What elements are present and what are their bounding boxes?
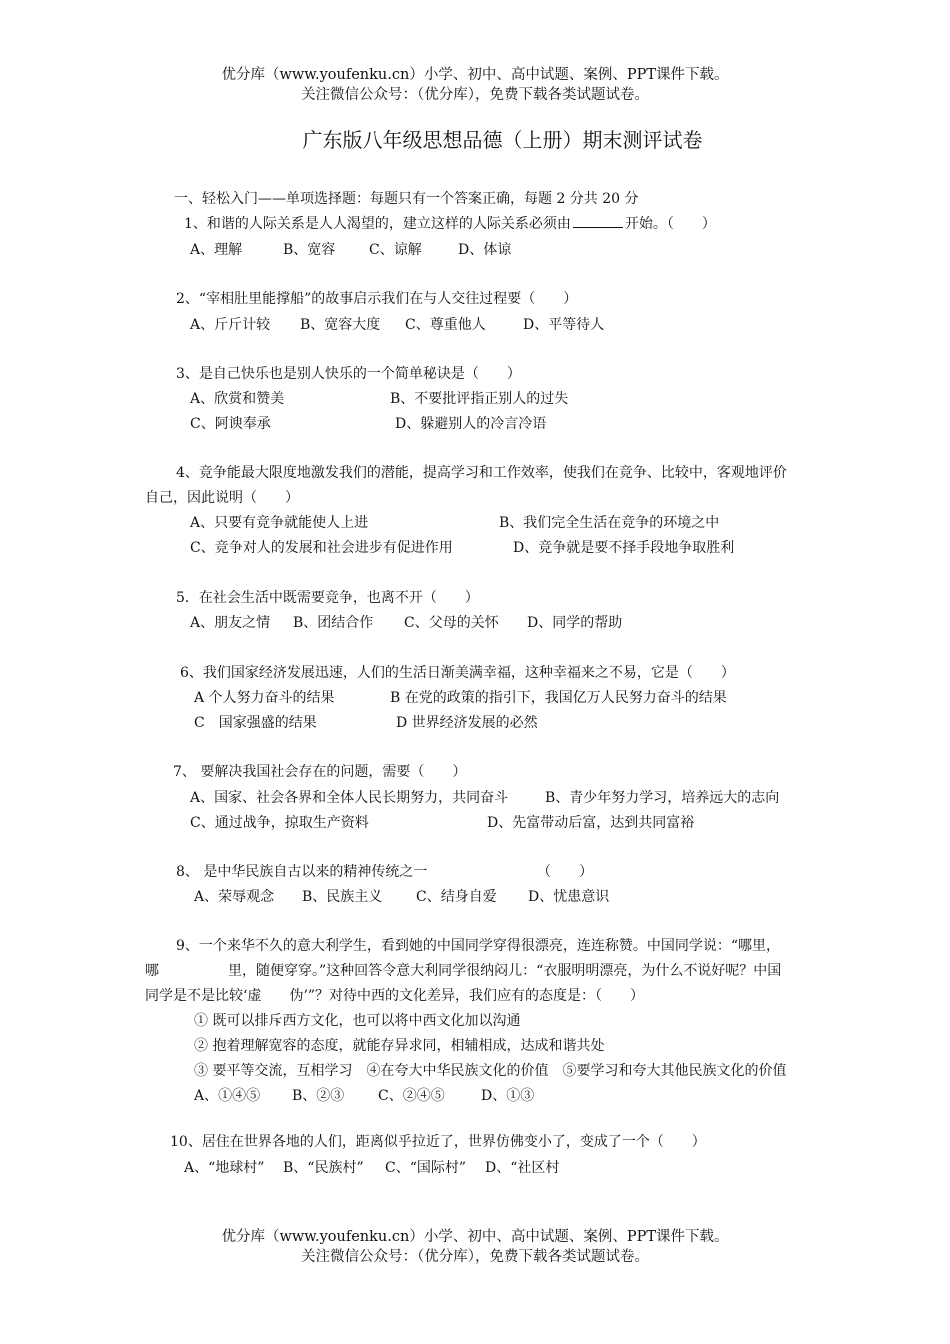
footer-line-1: 优分库（www.youfenku.cn）小学、初中、高中试题、案例、PPT课件下载。	[221, 1229, 729, 1245]
question-8-answer-paren: （ ）	[537, 864, 593, 880]
q5-option-c: C、父母的关怀	[404, 615, 499, 631]
question-9-stem-line-3: 同学是不是比较‘虚 伪’”？对待中西的文化差异，我们应有的态度是：（ ）	[145, 988, 645, 1004]
q6-option-b: B 在党的政策的指引下，我国亿万人民努力奋斗的结果	[390, 690, 727, 706]
q5-option-a: A、朋友之情	[190, 615, 271, 631]
question-9-stem-line-2b: 里，随便穿穿。”这种回答令意大利同学很纳闷儿：“衣服明明漂亮，为什么不说好呢？中国	[228, 963, 782, 979]
q8-option-d: D、忧患意识	[528, 889, 610, 905]
q9-option-d: D、①③	[481, 1088, 535, 1104]
q9-option-a: A、①④⑤	[194, 1088, 261, 1104]
q9-item-2: ② 抱着理解宽容的态度，就能存异求同，相辅相成，达成和谐共处	[194, 1038, 605, 1054]
q8-option-c: C、结身自爱	[416, 889, 497, 905]
q6-option-c: C 国家强盛的结果	[194, 715, 317, 731]
q1-option-d: D、体谅	[458, 242, 512, 258]
q2-option-b: B、宽容大度	[300, 317, 381, 333]
header-line-1: 优分库（www.youfenku.cn）小学、初中、高中试题、案例、PPT课件下载。	[221, 67, 729, 83]
q3-option-d: D、躲避别人的冷言冷语	[395, 416, 547, 432]
question-1-stem	[184, 213, 716, 233]
q5-option-d: D、同学的帮助	[527, 615, 623, 631]
header-line-2: 关注微信公众号：（优分库），免费下载各类试题试卷。	[301, 87, 649, 103]
q3-option-b: B、不要批评指正别人的过失	[390, 391, 569, 407]
q6-option-a: A 个人努力奋斗的结果	[194, 690, 335, 706]
question-7-stem: 7、 要解决我国社会存在的问题，需要（ ）	[173, 764, 467, 780]
q6-option-d: D 世界经济发展的必然	[396, 715, 538, 731]
q8-option-a: A、荣辱观念	[194, 889, 275, 905]
q4-option-c: C、竞争对人的发展和社会进步有促进作用	[190, 540, 453, 556]
answer-blank	[573, 215, 623, 228]
q4-option-b: B、我们完全生活在竞争的环境之中	[499, 515, 720, 531]
q9-item-1: ① 既可以排斥西方文化，也可以将中西文化加以沟通	[194, 1013, 521, 1029]
question-9-stem-line-1: 9、一个来华不久的意大利学生，看到她的中国同学穿得很漂亮，连连称赞。中国同学说：“哪里，	[176, 938, 781, 954]
question-1-post: 开始。（ ）	[624, 216, 716, 232]
q1-option-a: A、理解	[190, 242, 243, 258]
question-8-stem: 8、 是中华民族自古以来的精神传统之一	[176, 864, 428, 880]
q10-option-d: D、“社区村	[485, 1160, 560, 1176]
q7-option-b: B、青少年努力学习，培养远大的志向	[545, 790, 780, 806]
q10-option-b: B、“民族村”	[283, 1160, 364, 1176]
q10-option-a: A、“地球村”	[184, 1160, 265, 1176]
q8-option-b: B、民族主义	[302, 889, 383, 905]
q10-option-c: C、“国际村”	[385, 1160, 467, 1176]
question-6-stem: 6、我们国家经济发展迅速，人们的生活日渐美满幸福，这种幸福来之不易，它是（ ）	[180, 665, 735, 681]
q7-option-d: D、先富带动后富，达到共同富裕	[487, 815, 695, 831]
footer-line-2: 关注微信公众号：（优分库），免费下载各类试题试卷。	[301, 1249, 649, 1265]
q3-option-a: A、欣赏和赞美	[190, 391, 285, 407]
q7-option-a: A、国家、社会各界和全体人民长期努力，共同奋斗	[190, 790, 509, 806]
question-2-stem: 2、“宰相肚里能撑船”的故事启示我们在与人交往过程要（ ）	[176, 291, 578, 307]
q1-option-c: C、谅解	[369, 242, 422, 258]
q7-option-c: C、通过战争，掠取生产资料	[190, 815, 369, 831]
q1-option-b: B、宽容	[283, 242, 336, 258]
question-4-stem-line-2: 自己，因此说明（ ）	[145, 490, 299, 506]
question-10-stem: 10、居住在世界各地的人们，距离似乎拉近了，世界仿佛变小了，变成了一个（ ）	[170, 1134, 706, 1150]
page-title: 广东版八年级思想品德（上册）期末测评试卷	[302, 128, 703, 152]
question-4-stem-line-1: 4、竞争能最大限度地激发我们的潜能，提高学习和工作效率，使我们在竞争、比较中，客观地评价	[176, 465, 787, 481]
q2-option-c: C、尊重他人	[405, 317, 486, 333]
question-9-stem-line-2a: 哪	[145, 963, 159, 979]
q9-item-3: ③ 要平等交流，互相学习 ④在夸大中华民族文化的价值 ⑤要学习和夸大其他民族文化的价值	[194, 1063, 787, 1079]
q9-option-c: C、②④⑤	[378, 1088, 445, 1104]
q3-option-c: C、阿谀奉承	[190, 416, 271, 432]
q2-option-a: A、斤斤计较	[190, 317, 271, 333]
q9-option-b: B、②③	[292, 1088, 345, 1104]
q5-option-b: B、团结合作	[293, 615, 374, 631]
q4-option-d: D、竞争就是要不择手段地争取胜利	[513, 540, 735, 556]
q4-option-a: A、只要有竞争就能使人上进	[190, 515, 369, 531]
q2-option-d: D、平等待人	[523, 317, 605, 333]
question-1-pre: 1、和谐的人际关系是人人渴望的，建立这样的人际关系必须由	[184, 216, 571, 232]
question-5-stem: 5．在社会生活中既需要竞争，也离不开（ ）	[176, 590, 479, 606]
question-3-stem: 3、是自己快乐也是别人快乐的一个简单秘诀是（ ）	[176, 366, 521, 382]
section-heading: 一、轻松入门——单项选择题：每题只有一个答案正确，每题 2 分共 20 分	[174, 191, 639, 207]
